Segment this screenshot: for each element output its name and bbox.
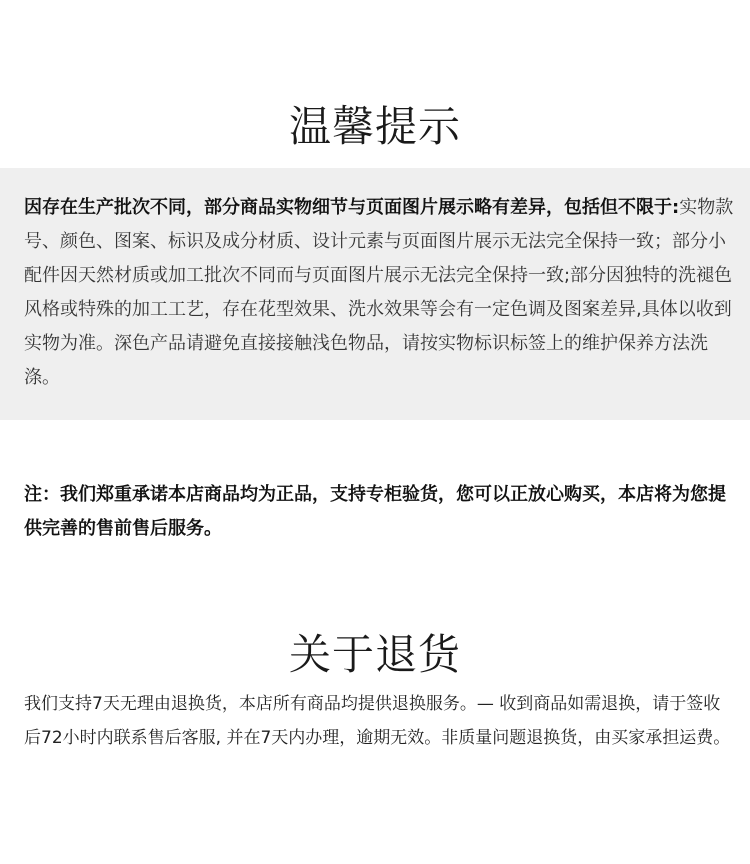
- authenticity-note: 注：我们郑重承诺本店商品均为正品，支持专柜验货，您可以正放心购买，本店将为您提供完善的售前售后服务。: [24, 484, 726, 539]
- returns-heading: 关于退货: [288, 630, 461, 679]
- returns-paragraph: 我们支持7天无理由退换货，本店所有商品均提供退换服务。— 收到商品如需退换，请于签收后72小时内联系售后客服, 并在7天内办理，逾期无效。非质量问题退换货，由买家承担运费。: [24, 694, 731, 748]
- warm-tips-heading: 温馨提示: [288, 102, 461, 151]
- warm-tips-body: 实物款号、颜色、图案、标识及成分材质、设计元素与页面图片展示无法完全保持一致；部分小配件因天然材质或加工批次不同而与页面图片展示无法完全保持一致;部分因独特的洗褪色风格或特殊的加工工艺，存在花型效果、洗水效果等会有一定色调及图案差异,具体以收到实物为准。深色产品请避免直接接触浅色物品，请按实物标识标签上的维护保养方法洗涤。: [24, 197, 734, 388]
- warm-tips-lead: 因存在生产批次不同，部分商品实物细节与页面图片展示略有差异，包括但不限于:: [24, 197, 680, 218]
- warm-tips-paragraph: [24, 191, 734, 395]
